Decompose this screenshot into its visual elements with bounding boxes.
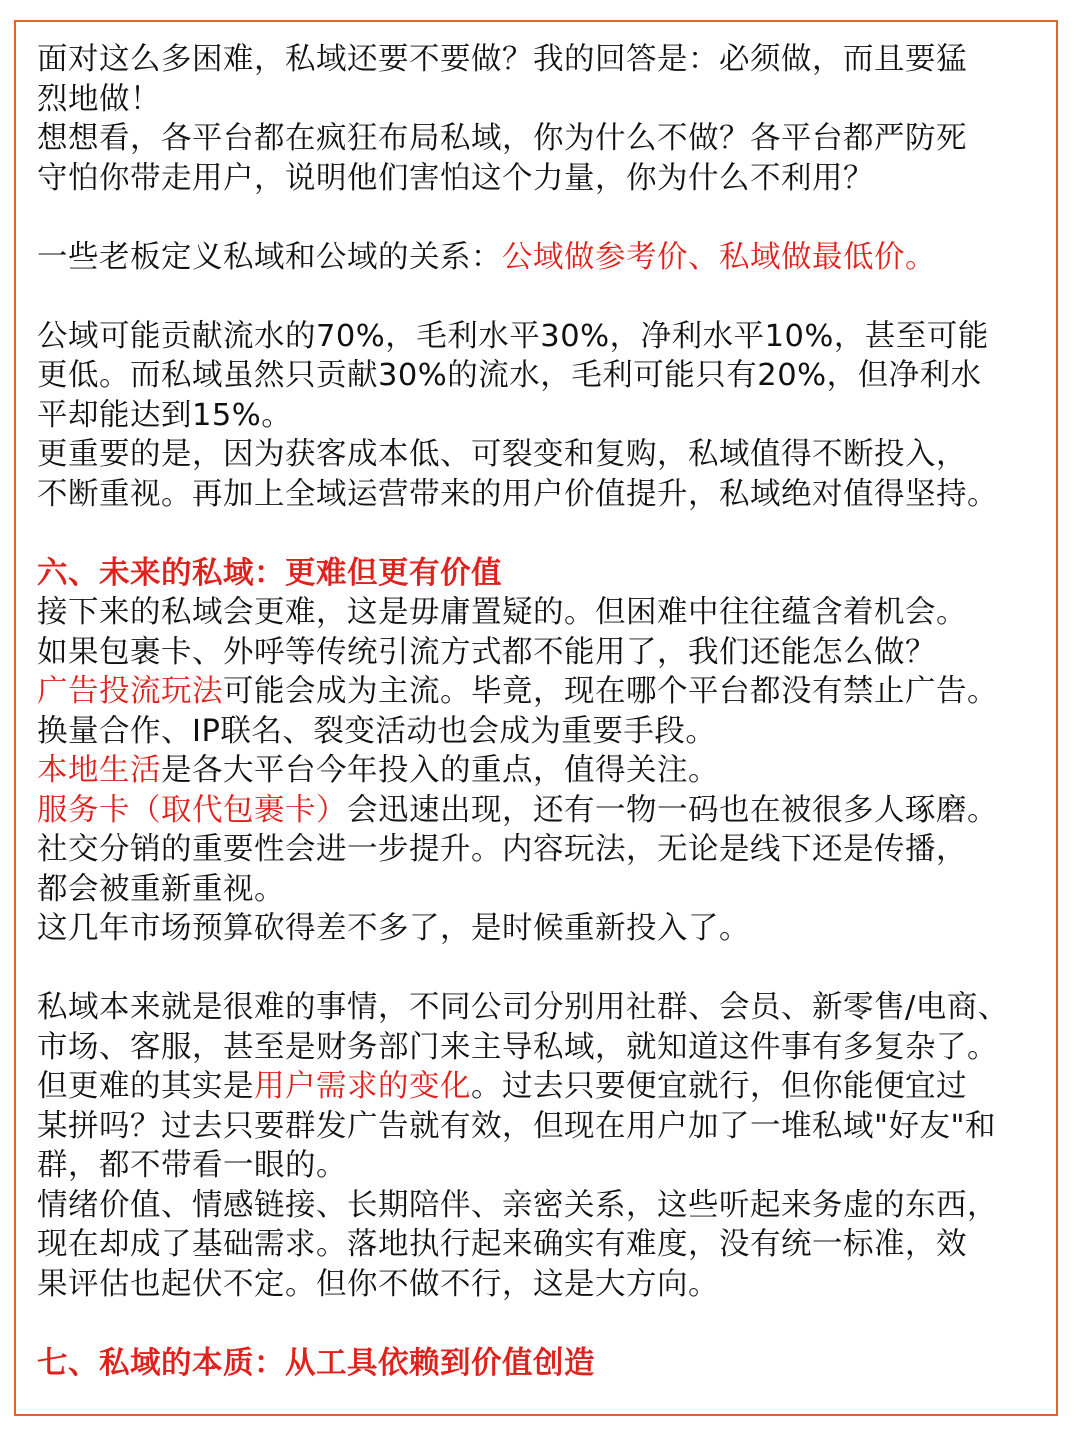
section-six [37,554,1057,949]
section-seven [37,1344,1057,1384]
text-line: 想想看，各平台都在疯狂布局私域，你为什么不做？各平台都严防死 [37,121,967,156]
local-life-rest: 是各大平台今年投入的重点，值得关注。 [161,753,719,788]
text-line [37,791,1057,831]
text-line: 公域可能贡献流水的70%，毛利水平30%，净利水平10%，甚至可能 [37,318,989,354]
text-line: 情绪价值、情感链接、长期陪伴、亲密关系，这些听起来务虚的东西， [37,1187,998,1223]
text-line: 不断重视。再加上全域运营带来的用户价值提升，私域绝对值得坚持。 [37,476,998,512]
service-card-rest: 会迅速出现，还有一物一码也在被很多人琢磨。 [347,792,998,828]
text-line: 烈地做！ [37,81,161,117]
text-line: 市场、客服，甚至是财务部门来主导私域，就知道这件事有多复杂了。 [37,1029,998,1065]
text-line: 果评估也起伏不定。但你不做不行，这是大方向。 [37,1266,719,1302]
paragraph-gap [37,277,1057,317]
paragraph-gap [37,1304,1057,1344]
text-line: 某拼吗？过去只要群发广告就有效，但现在用户加了一堆私域"好友"和 [37,1108,997,1144]
text-line: 平却能达到15%。 [37,397,293,433]
paragraph-boss-definition [37,238,1057,278]
text-line: 私域本来就是很难的事情，不同公司分别用社群、会员、新零售/电商、 [37,990,1009,1025]
text-line [37,238,1057,278]
paragraph-must-do [37,40,1057,198]
text-line: 这几年市场预算砍得差不多了，是时候重新投入了。 [37,911,750,946]
boss-definition-highlight: 公域做参考价、私域做最低价。 [502,239,936,275]
text-line: 都会被重新重视。 [37,871,285,907]
text-line: 社交分销的重要性会进一步提升。内容玩法，无论是线下还是传播， [37,832,967,867]
section-seven-heading: 七、私域的本质：从工具依赖到价值创造 [37,1345,595,1381]
user-needs-highlight: 用户需求的变化 [254,1069,471,1104]
text-line: 群，都不带看一眼的。 [37,1148,347,1183]
paragraph-gap [37,949,1057,989]
local-life-highlight: 本地生活 [37,753,161,788]
paragraph-gap [37,198,1057,238]
user-needs-rest: 。过去只要便宜就行，但你能便宜过 [471,1069,967,1104]
section-six-heading: 六、未来的私域：更难但更有价值 [37,555,502,591]
text-line: 守怕你带走用户，说明他们害怕这个力量，你为什么不利用？ [37,160,874,196]
boss-definition-prefix: 一些老板定义私域和公域的关系： [37,239,502,275]
user-needs-prefix: 但更难的其实是 [37,1069,254,1104]
text-line: 换量合作、IP联名、裂变活动也会成为重要手段。 [37,713,717,749]
service-card-highlight: 服务卡（取代包裹卡） [37,792,347,828]
text-line: 现在却成了基础需求。落地执行起来确实有难度，没有统一标准，效 [37,1227,967,1262]
paragraph-gap [37,514,1057,554]
text-line: 如果包裹卡、外呼等传统引流方式都不能用了，我们还能怎么做？ [37,634,936,670]
article-body [37,40,1057,1383]
text-line: 更重要的是，因为获客成本低、可裂变和复购，私域值得不断投入， [37,437,967,472]
text-line: 接下来的私域会更难，这是毋庸置疑的。但困难中往往蕴含着机会。 [37,595,967,630]
paragraph-profit-comparison [37,317,1057,515]
text-line [37,751,1057,791]
ad-traffic-highlight: 广告投流玩法 [37,674,223,709]
text-line [37,1067,1057,1107]
paragraph-user-needs [37,988,1057,1304]
text-line: 面对这么多困难，私域还要不要做？我的回答是：必须做，而且要猛 [37,42,967,77]
ad-traffic-rest: 可能会成为主流。毕竟，现在哪个平台都没有禁止广告。 [223,674,998,709]
text-line: 更低。而私域虽然只贡献30%的流水，毛利可能只有20%，但净利水 [37,358,982,393]
text-line [37,672,1057,712]
